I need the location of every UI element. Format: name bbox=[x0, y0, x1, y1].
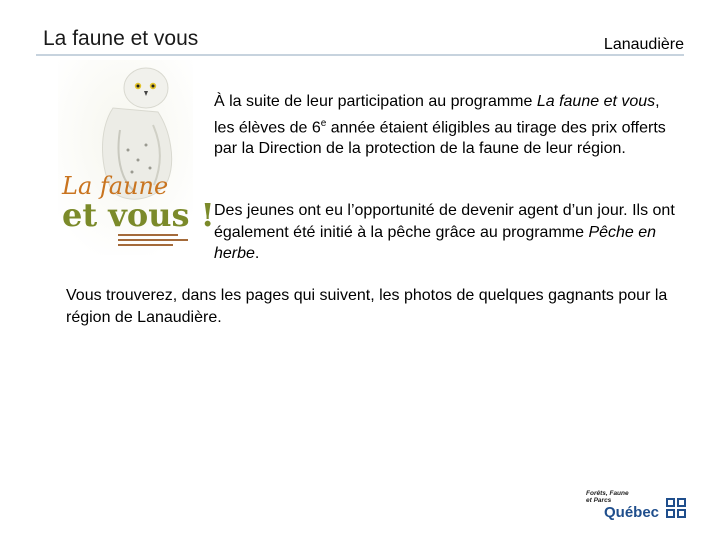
la-faune-et-vous-logo bbox=[58, 60, 215, 255]
agent-paragraph: Des jeunes ont eu l’opportunité de devenir agent d’un jour. Ils ont également été initié à la pêche grâce au programme Pêche en herbe. bbox=[214, 202, 675, 262]
page-title: La faune et vous bbox=[43, 27, 199, 50]
ministry-line-2: et Parcs bbox=[586, 497, 612, 504]
ministry-line-1: Forêts, Faune bbox=[586, 490, 629, 497]
quebec-ministry-logo bbox=[584, 486, 688, 522]
winners-paragraph: Vous trouverez, dans les pages qui suivent, les photos de quelques gagnants pour la région de Lanaudière. bbox=[66, 287, 668, 326]
region-label: Lanaudière bbox=[603, 36, 684, 53]
snowy-owl-icon bbox=[58, 60, 215, 255]
header-divider bbox=[36, 54, 684, 56]
quebec-flag-icon bbox=[666, 498, 686, 518]
quebec-wordmark: Québec bbox=[604, 504, 660, 521]
intro-paragraph: À la suite de leur participation au programme La faune et vous, les élèves de 6e année étaient éligibles au tirage des prix offerts par la Direction de la protection de la faune de leur région. bbox=[214, 93, 666, 158]
logo-line-2: et vous ! bbox=[62, 196, 215, 234]
logo-line-1: La faune bbox=[62, 172, 169, 200]
